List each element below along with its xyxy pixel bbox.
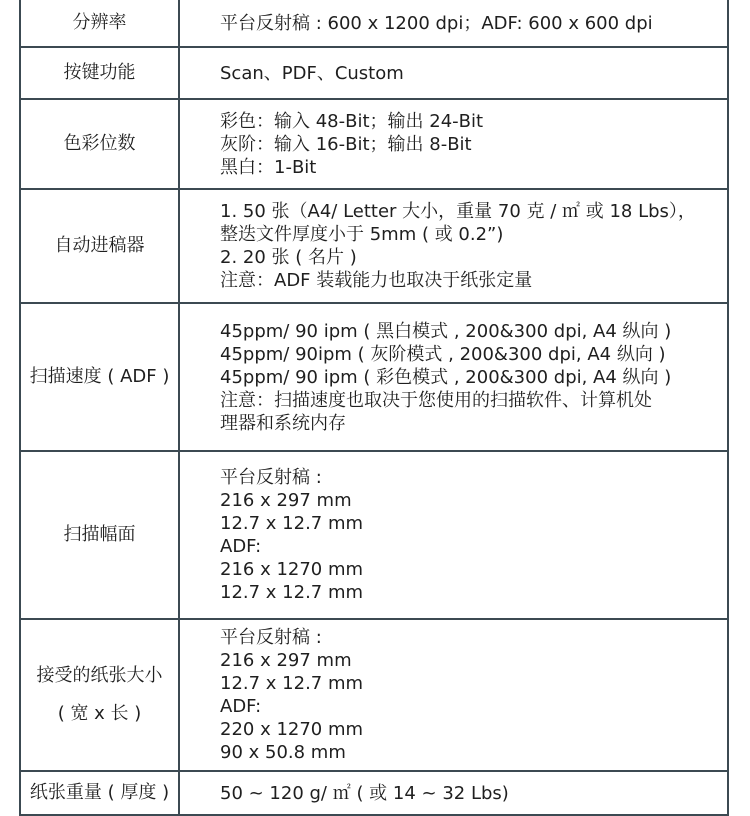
- row-value: [179, 303, 728, 451]
- row-label-text: 分辨率: [72, 12, 127, 33]
- table-row: [20, 47, 728, 99]
- row-label-text: 按键功能: [63, 62, 136, 83]
- value-line: 90 x 50.8 mm: [220, 742, 346, 763]
- table-row: [20, 99, 728, 189]
- value-line: 平台反射稿 : 600 x 1200 dpi；ADF: 600 x 600 dpi: [220, 12, 653, 34]
- value-line: 216 x 297 mm: [220, 490, 352, 511]
- spec-table: [19, 0, 729, 816]
- value-line: ADF:: [220, 536, 262, 557]
- value-line: 216 x 1270 mm: [220, 559, 364, 580]
- value-line: Scan、PDF、Custom: [220, 62, 404, 84]
- row-label-text: 色彩位数: [63, 133, 136, 154]
- value-line: 45ppm/ 90 ipm ( 彩色模式 , 200&300 dpi, A4 纵向 ): [220, 366, 672, 388]
- row-value: [179, 189, 728, 303]
- value-line: 理器和系统内存: [220, 412, 346, 434]
- value-line: 平台反射稿 :: [220, 467, 322, 488]
- row-label-text: 纸张重量 ( 厚度 ): [29, 782, 170, 803]
- table-row: [20, 451, 728, 619]
- value-line: 彩色：输入 48-Bit；输出 24-Bit: [220, 110, 484, 132]
- row-label: [20, 303, 179, 451]
- row-value: [179, 771, 728, 815]
- value-line: 黑白：1-Bit: [220, 156, 317, 178]
- row-value: [179, 451, 728, 619]
- row-label: [20, 451, 179, 619]
- row-label-text: 自动进稿器: [54, 235, 145, 256]
- value-line: 12.7 x 12.7 mm: [220, 513, 364, 534]
- row-label: [20, 189, 179, 303]
- row-label-text: 扫描幅面: [63, 524, 136, 545]
- value-line: 注意：ADF 装载能力也取决于纸张定量: [220, 270, 533, 291]
- row-value: [179, 47, 728, 99]
- value-line: 注意：扫描速度也取决于您使用的扫描软件、计算机处: [220, 389, 652, 411]
- value-line: 45ppm/ 90ipm ( 灰阶模式 , 200&300 dpi, A4 纵向 ): [220, 343, 666, 365]
- value-line: 50 ~ 120 g/ ㎡ ( 或 14 ~ 32 Lbs): [220, 782, 509, 804]
- row-label: [20, 0, 179, 47]
- table-row: [20, 771, 728, 815]
- row-value: [179, 619, 728, 771]
- value-line: 220 x 1270 mm: [220, 719, 364, 740]
- row-label: [20, 619, 179, 771]
- value-line: 12.7 x 12.7 mm: [220, 673, 364, 694]
- row-label-text: 扫描速度 ( ADF ): [29, 366, 170, 387]
- row-label-text: 接受的纸张大小: [36, 665, 163, 686]
- table-row: [20, 189, 728, 303]
- row-value: [179, 0, 728, 47]
- value-line: 整迭文件厚度小于 5mm ( 或 0.2”): [220, 224, 504, 245]
- value-line: 1. 50 张（A4/ Letter 大小，重量 70 克 / ㎡ 或 18 Lbs），: [220, 201, 696, 222]
- table-row: [20, 0, 728, 47]
- value-line: 灰阶：输入 16-Bit；输出 8-Bit: [220, 133, 472, 155]
- value-line: 216 x 297 mm: [220, 650, 352, 671]
- row-label: [20, 99, 179, 189]
- row-label-text: ( 宽 x 长 ): [57, 703, 142, 724]
- value-line: 12.7 x 12.7 mm: [220, 582, 364, 603]
- row-label: [20, 771, 179, 815]
- value-line: 2. 20 张 ( 名片 ): [220, 247, 357, 268]
- row-label: [20, 47, 179, 99]
- value-line: 45ppm/ 90 ipm ( 黑白模式 , 200&300 dpi, A4 纵向 ): [220, 320, 672, 342]
- table-row: [20, 619, 728, 771]
- table-row: [20, 303, 728, 451]
- row-value: [179, 99, 728, 189]
- value-line: ADF:: [220, 696, 262, 717]
- value-line: 平台反射稿 :: [220, 627, 322, 648]
